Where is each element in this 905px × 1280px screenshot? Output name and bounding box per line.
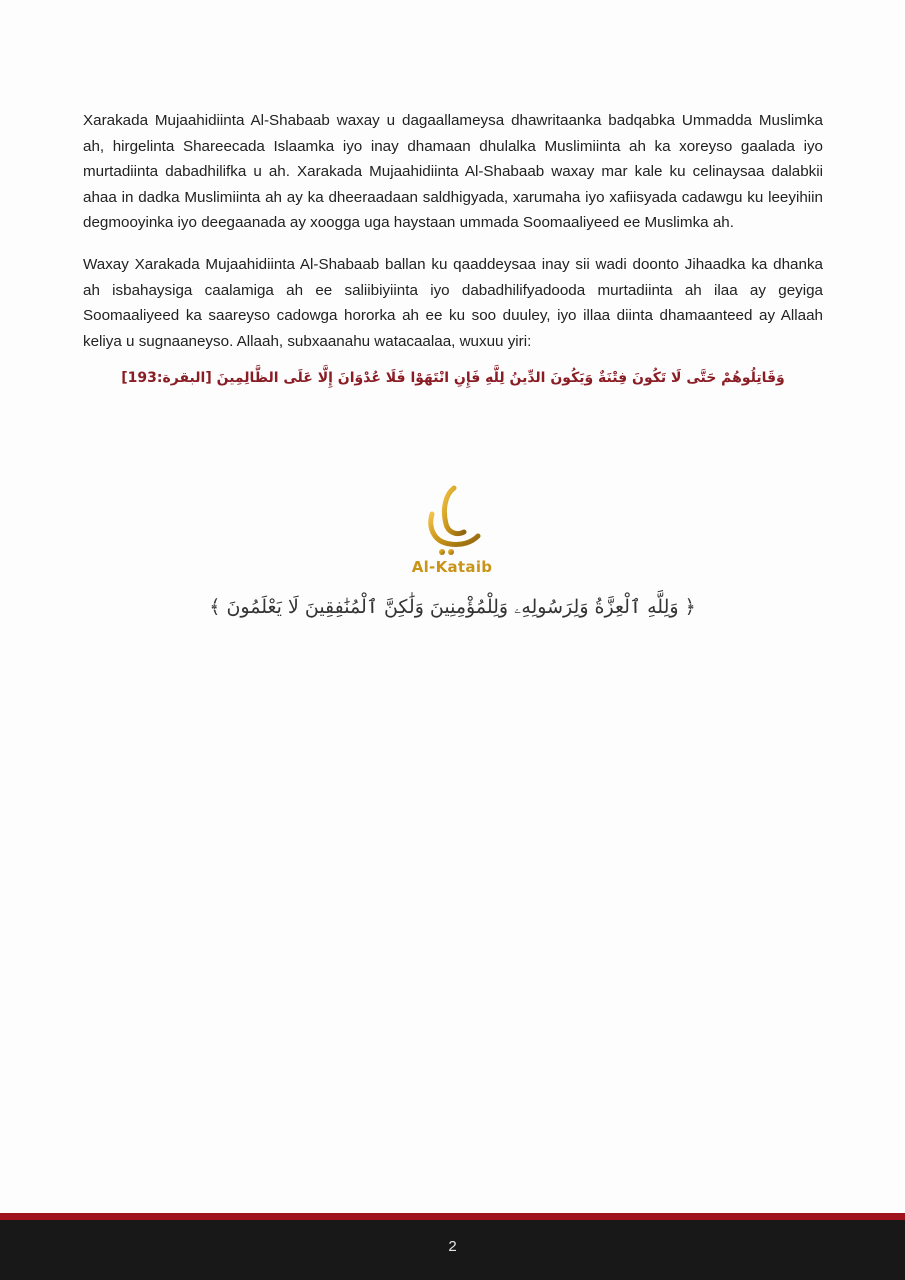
page-number: 2 [448, 1238, 457, 1255]
al-kataib-logo [402, 484, 502, 576]
calligraphy-emblem-icon [420, 484, 484, 560]
quran-motto: ﴿ وَلِلَّهِ ٱلْعِزَّةُ وَلِرَسُولِهِۦ وَلِلْمُؤْمِنِينَ وَلَٰكِنَّ ٱلْمُنَٰفِقِينَ لَا يَعْلَمُونَ ﴾ [209, 596, 696, 618]
footer-accent-bar [0, 1213, 905, 1220]
paragraph-1: Xarakada Mujaahidiinta Al-Shabaab waxay u dagaallameysa dhawritaanka badqabka Ummadda Muslimka ah, hirgelinta Shareecada Islaamka iyo inay dhamaan dhulalka Muslimiinta ah ka xoreyso gaalada iyo murtadiinta dabadhilifka u ah. Xarakada Mujaahidiinta Al-Shabaab waxay mar kale ku celinaysaa dalabkii ahaa in dadka Muslimiinta ah ay ka dheeraadaan saldhigyada, xarumaha iyo xafiisyada cadawgu ku leeyihiin degmooyinka iyo deegaanada ay xoogga uga haystaan ummada Soomaaliyeed ee Muslimka ah. [83, 112, 823, 232]
document-body [83, 108, 823, 386]
quran-verse: وَقَاتِلُوهُمْ حَتَّى لَا تَكُونَ فِتْنَةٌ وَيَكُونَ الدِّينُ لِلَّهِ فَإِنِ انْتَهَوْا فَلَا عُدْوَانَ إِلَّا عَلَى الظَّالِمِينَ [البقرة:193] [121, 370, 785, 387]
paragraph-2: Waxay Xarakada Mujaahidiinta Al-Shabaab ballan ku qaaddeysaa inay sii wadi doonto Jihaadka ka dhanka ah isbahaysiga caalamiga ah ee saliibiyiinta iyo dabadhilifyadooda murtadiinta ah ilaa ay geyiga Soomaaliyeed ka saareyso cadowga hororka ah ee ku soo duuley, iyo illaa diinta dhamaanteed ay Allaah keliya u sugnaaneyso. Allaah, subxaanahu watacaalaa, wuxuu yiri: [83, 255, 823, 350]
logo-label: Al-Kataib [411, 558, 493, 576]
